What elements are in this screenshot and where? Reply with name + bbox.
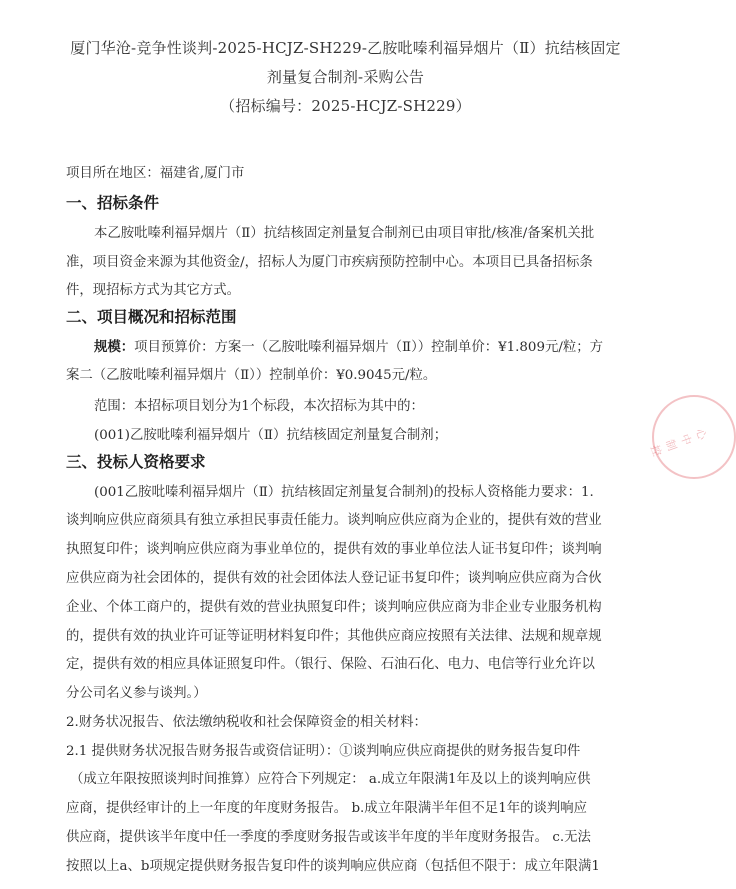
section-heading-2: 二、项目概况和招标范围 <box>66 308 237 326</box>
section1-line: 件，现招标方式为其它方式。 <box>66 283 241 298</box>
section3-line: 执照复印件；谈判响应供应商为事业单位的，提供有效的事业单位法人证书复印件；谈判响 <box>66 542 602 557</box>
section1-line: 本乙胺吡嗪利福异烟片（Ⅱ）抗结核固定剂量复合制剂已由项目审批/核准/备案机关批 <box>94 226 595 241</box>
section3-line: 的，提供有效的执业许可证等证明材料复印件；其他供应商应按照有关法律、法规和规章规 <box>66 629 602 644</box>
section2-scale-line <box>94 336 603 355</box>
scale-text: 项目预算价：方案一（乙胺吡嗪利福异烟片（Ⅱ））控制单价：¥1.809元/粒；方 <box>134 340 604 355</box>
section-heading-3: 三、投标人资格要求 <box>66 453 206 471</box>
doc-title-line1: 厦门华沧-竞争性谈判-2025-HCJZ-SH229-乙胺吡嗪利福异烟片（Ⅱ）抗结核固定 <box>70 39 621 57</box>
section3-line: 分公司名义参与谈判。） <box>66 686 207 701</box>
section3-line: 企业、个体工商户的，提供有效的营业执照复印件；谈判响应供应商为非企业专业服务机构 <box>66 600 602 615</box>
section3-line: 谈判响应供应商须具有独立承担民事责任能力。谈判响应供应商为企业的，提供有效的营业 <box>66 513 602 528</box>
section3-line: 供应商，提供该半年度中任一季度的季度财务报告或该半年度的半年度财务报告。 c.无法 <box>66 830 591 845</box>
section3-line: 应供应商为社会团体的，提供有效的社会团体法人登记证书复印件；谈判响应供应商为合伙 <box>66 571 602 586</box>
section2-scope: 范围：本招标项目划分为1个标段，本次招标为其中的： <box>94 399 424 414</box>
section3-line: 按照以上a、b项规定提供财务报告复印件的谈判响应供应商（包括但不限于：成立年限满1 <box>66 859 600 874</box>
tender-number: （招标编号：2025-HCJZ-SH229） <box>220 97 471 115</box>
project-location: 项目所在地区：福建省,厦门市 <box>66 166 245 181</box>
doc-title-line2: 剂量复合制剂-采购公告 <box>266 68 425 86</box>
section3-line: (001乙胺吡嗪利福异烟片（Ⅱ）抗结核固定剂量复合制剂)的投标人资格能力要求：1. <box>94 485 594 500</box>
section2-lot: (001)乙胺吡嗪利福异烟片（Ⅱ）抗结核固定剂量复合制剂； <box>94 428 448 443</box>
section-heading-1: 一、招标条件 <box>66 194 160 212</box>
section3-line: 应商，提供经审计的上一年度的年度财务报告。 b.成立年限满半年但不足1年的谈判响应 <box>66 801 588 816</box>
section2-line: 案二（乙胺吡嗪利福异烟片（Ⅱ））控制单价：¥0.9045元/粒。 <box>66 368 437 383</box>
seal-text: 心中制控 <box>647 426 709 459</box>
section1-line: 准，项目资金来源为其他资金/，招标人为厦门市疾病预防控制中心。本项目已具备招标条 <box>66 255 593 270</box>
section3-line: 2.1 提供财务状况报告财务报告或资信证明）：①谈判响应供应商提供的财务报告复印件 <box>66 744 581 759</box>
section3-line: 2.财务状况报告、依法缴纳税收和社会保障资金的相关材料： <box>66 715 427 730</box>
scale-label: 规模： <box>94 340 135 355</box>
section3-line: 定，提供有效的相应具体证照复印件。（银行、保险、石油石化、电力、电信等行业允许以 <box>66 657 595 672</box>
section3-line: （成立年限按照谈判时间推算）应符合下列规定： a.成立年限满1年及以上的谈判响应供 <box>70 772 591 787</box>
